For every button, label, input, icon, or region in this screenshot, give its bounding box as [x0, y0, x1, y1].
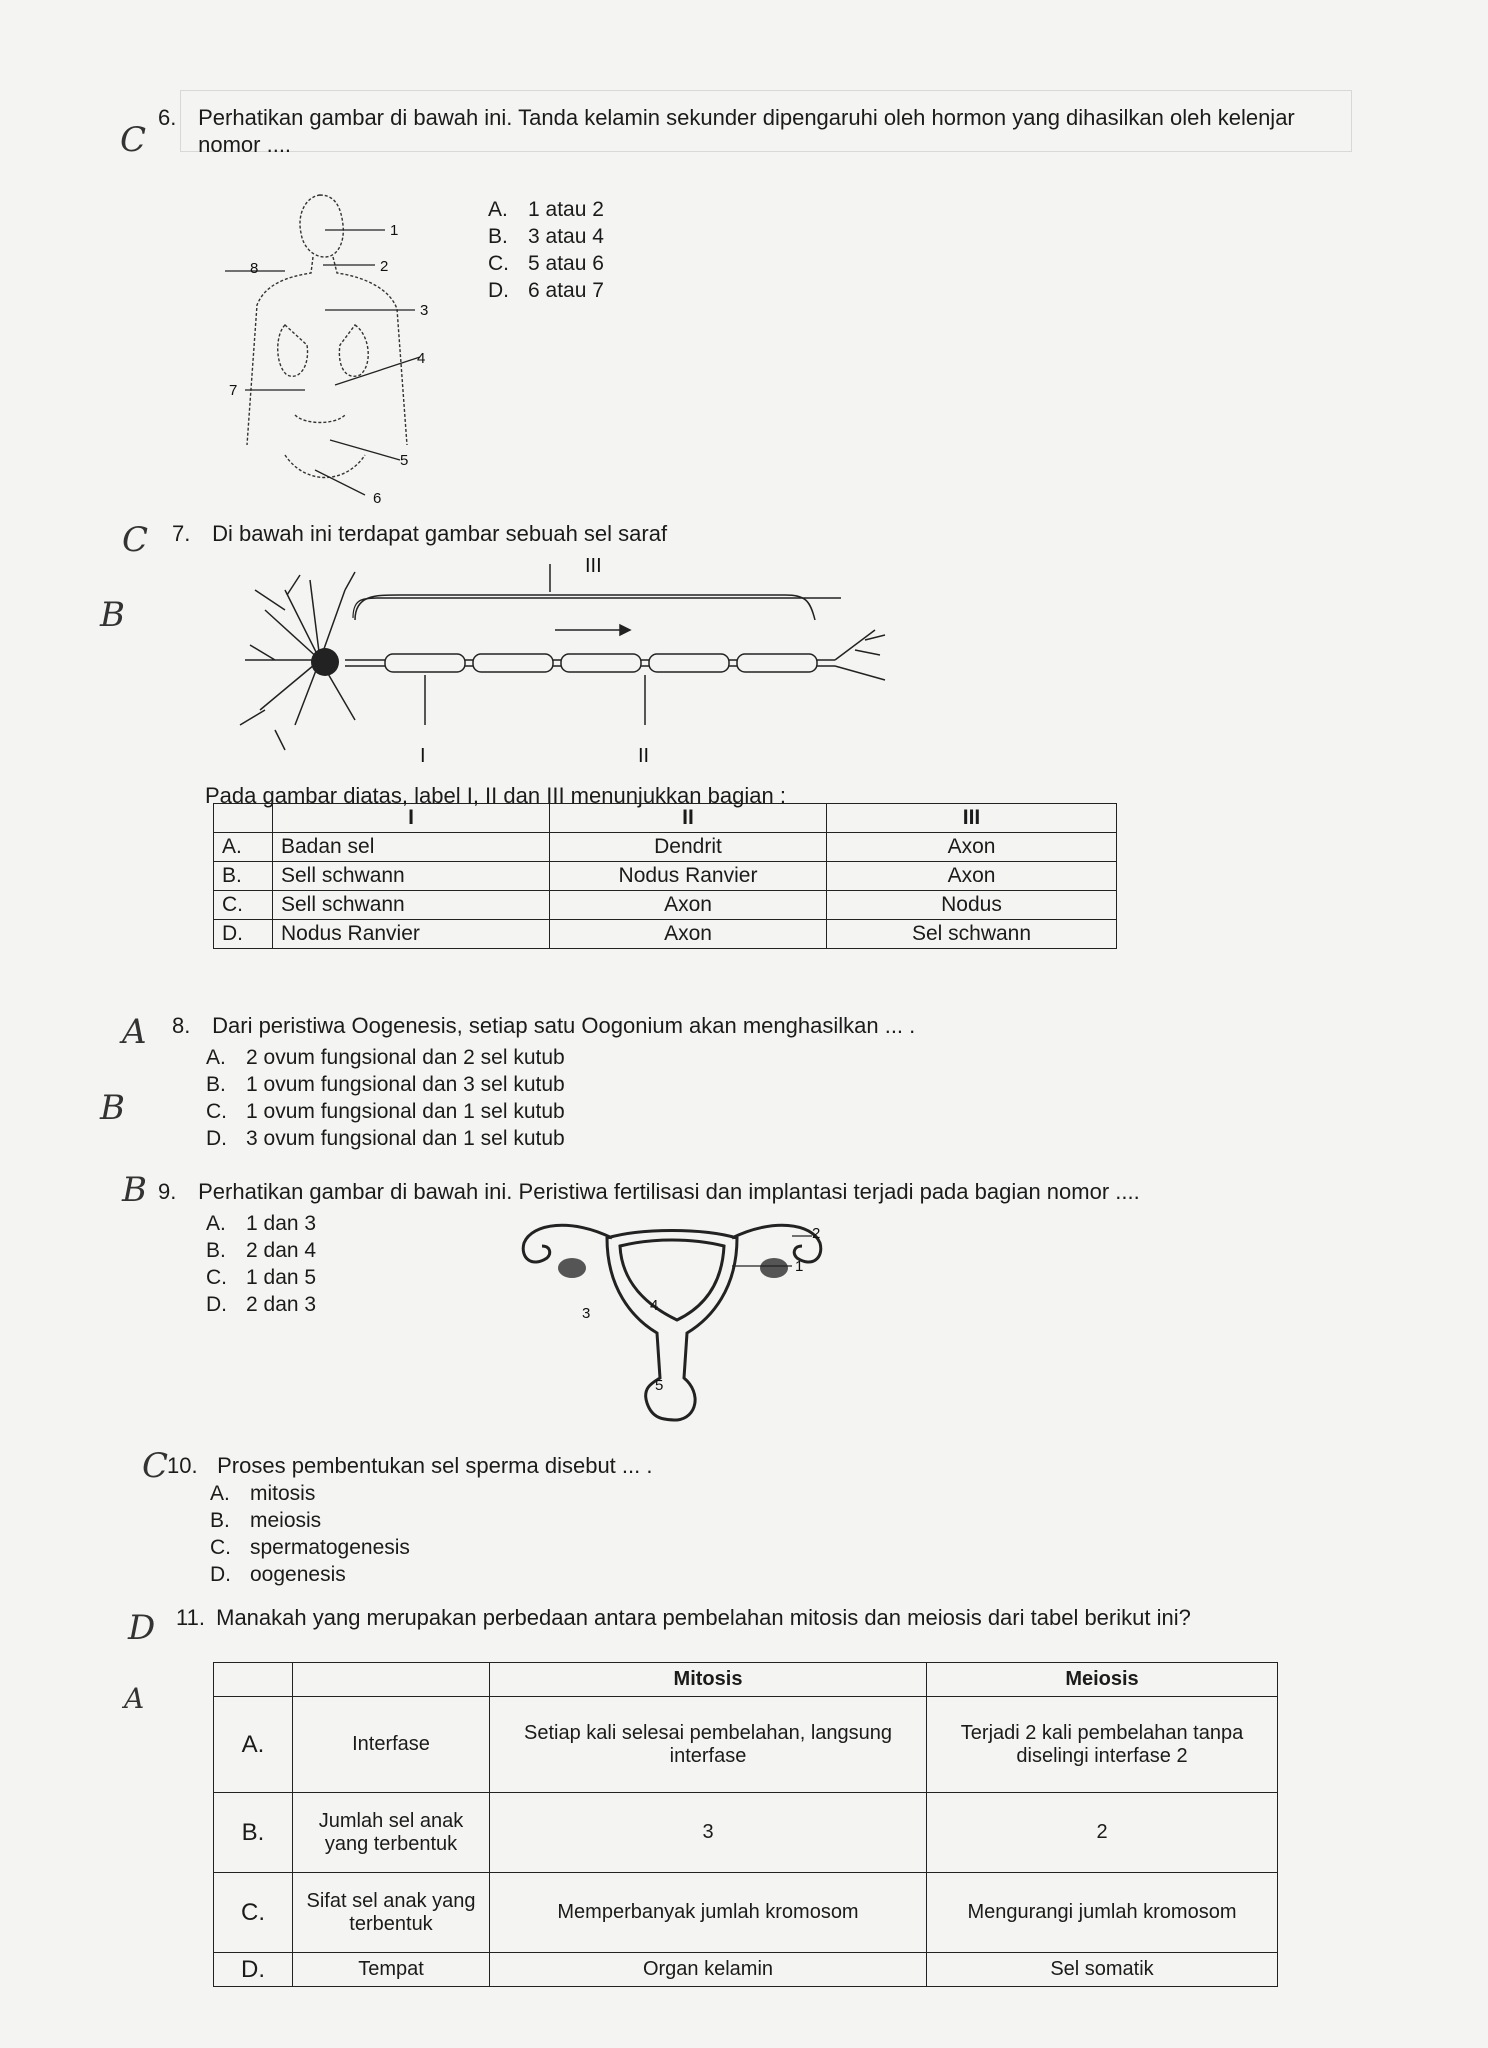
q10-text: Proses pembentukan sel sperma disebut ... .	[217, 1453, 653, 1478]
q10-option-d[interactable]: D. oogenesis	[210, 1563, 346, 1586]
q9-option-c[interactable]: C. 1 dan 5	[206, 1266, 317, 1289]
q7-answer-table	[213, 803, 1117, 949]
q9-label-4: 4	[650, 1297, 659, 1314]
q6-option-a[interactable]: A. 1 atau 2	[488, 198, 604, 221]
q6-label-2: 2	[380, 258, 389, 275]
q6-endocrine-figure	[225, 185, 465, 510]
q8-options	[206, 1044, 565, 1152]
q6-handwritten-mark: C	[120, 120, 147, 160]
q11-handwritten-mark: D	[128, 1608, 156, 1648]
q11-header-meiosis: Meiosis	[927, 1663, 1278, 1697]
q7-header-ii: II	[550, 804, 827, 833]
q6-number: 6.	[158, 105, 177, 130]
q9-option-d[interactable]: D. 2 dan 3	[206, 1293, 317, 1316]
q6-question	[158, 104, 1308, 158]
q8-option-c[interactable]: C. 1 ovum fungsional dan 1 sel kutub	[206, 1100, 565, 1123]
q10-options	[210, 1480, 410, 1588]
table-row[interactable]: D. Nodus Ranvier Axon Sel schwann	[214, 920, 1117, 949]
q6-label-6: 6	[373, 490, 382, 507]
table-row[interactable]: C. Sifat sel anak yang terbentuk Memperbanyak jumlah kromosom Mengurangi jumlah kromosom	[214, 1873, 1278, 1953]
q6-label-7: 7	[229, 382, 238, 399]
q6-option-d[interactable]: D. 6 atau 7	[488, 279, 604, 302]
q7-question	[172, 520, 667, 547]
q11-text: Manakah yang merupakan perbedaan antara pembelahan mitosis dan meiosis dari tabel berikut ini?	[216, 1605, 1191, 1630]
q8-option-d[interactable]: D. 3 ovum fungsional dan 1 sel kutub	[206, 1127, 565, 1150]
table-row	[214, 1663, 1278, 1697]
q6-label-3: 3	[420, 302, 429, 319]
q6-label-1: 1	[390, 222, 399, 239]
q10-option-a[interactable]: A. mitosis	[210, 1482, 316, 1505]
q11-answer-table	[213, 1662, 1278, 1987]
q10-option-b[interactable]: B. meiosis	[210, 1509, 322, 1532]
table-row[interactable]: B. Jumlah sel anak yang terbentuk 3 2	[214, 1793, 1278, 1873]
q7-table-intro: Pada gambar diatas, label I, II dan III menunjukkan bagian :	[205, 783, 786, 808]
q8-handwritten-side-mark: B	[100, 1088, 125, 1128]
q8-option-a[interactable]: A. 2 ovum fungsional dan 2 sel kutub	[206, 1046, 565, 1069]
q8-text: Dari peristiwa Oogenesis, setiap satu Oogonium akan menghasilkan ... .	[212, 1013, 916, 1038]
q7-label-i: I	[420, 745, 426, 767]
table-row[interactable]: C. Sell schwann Axon Nodus	[214, 891, 1117, 920]
q9-uterus-figure	[512, 1208, 832, 1433]
q10-number: 10.	[167, 1453, 198, 1478]
q9-number: 9.	[158, 1179, 177, 1204]
q8-option-b[interactable]: B. 1 ovum fungsional dan 3 sel kutub	[206, 1073, 565, 1096]
q11-number: 11.	[176, 1605, 205, 1630]
table-row[interactable]: B. Sell schwann Nodus Ranvier Axon	[214, 862, 1117, 891]
q6-option-b[interactable]: B. 3 atau 4	[488, 225, 604, 248]
q7-header-i: I	[273, 804, 550, 833]
q7-number: 7.	[172, 521, 191, 546]
q7-header-iii: III	[827, 804, 1117, 833]
q6-label-8: 8	[250, 260, 259, 277]
q9-handwritten-mark: B	[122, 1170, 147, 1210]
q9-option-a[interactable]: A. 1 dan 3	[206, 1212, 317, 1235]
q10-option-c[interactable]: C. spermatogenesis	[210, 1536, 410, 1559]
q8-handwritten-mark: A	[122, 1012, 147, 1052]
q11-handwritten-side-mark: A	[124, 1682, 145, 1715]
q9-label-2: 2	[812, 1225, 821, 1242]
table-row	[214, 804, 1117, 833]
q7-handwritten-mark: C	[122, 520, 149, 560]
q6-label-4: 4	[417, 350, 426, 367]
q8-question	[172, 1012, 915, 1039]
q7-cell-body	[311, 648, 339, 676]
q9-question	[158, 1178, 1140, 1205]
table-row[interactable]: A. Interfase Setiap kali selesai pembelahan, langsung interfase Terjadi 2 kali pembelahan tanpa diselingi interfase 2	[214, 1697, 1278, 1793]
q8-number: 8.	[172, 1013, 191, 1038]
q7-label-iii: III	[585, 555, 602, 577]
q6-text: Perhatikan gambar di bawah ini. Tanda kelamin sekunder dipengaruhi oleh hormon yang dihasilkan oleh kelenjar nomor ....	[198, 105, 1295, 157]
q9-text: Perhatikan gambar di bawah ini. Peristiwa fertilisasi dan implantasi terjadi pada bagian nomor ....	[198, 1179, 1140, 1204]
q9-option-b[interactable]: B. 2 dan 4	[206, 1239, 317, 1262]
q9-options	[206, 1210, 316, 1318]
q7-header-blank	[214, 804, 273, 833]
q6-options	[488, 196, 604, 304]
q6-option-c[interactable]: C. 5 atau 6	[488, 252, 604, 275]
q11-question	[176, 1604, 1296, 1631]
q9-label-1: 1	[795, 1258, 804, 1275]
q11-header-mitosis: Mitosis	[490, 1663, 927, 1697]
table-row[interactable]: D. Tempat Organ kelamin Sel somatik	[214, 1953, 1278, 1987]
q9-label-5: 5	[655, 1377, 664, 1394]
q10-handwritten-mark: C	[142, 1446, 169, 1486]
q7-label-ii: II	[638, 745, 650, 767]
q7-text: Di bawah ini terdapat gambar sebuah sel saraf	[212, 521, 668, 546]
q6-label-5: 5	[400, 452, 409, 469]
table-row[interactable]: A. Badan sel Dendrit Axon	[214, 833, 1117, 862]
q7-neuron-figure	[225, 550, 905, 780]
q9-label-3: 3	[582, 1305, 591, 1322]
q7-handwritten-side-mark: B	[100, 595, 125, 635]
q10-question	[167, 1452, 652, 1479]
